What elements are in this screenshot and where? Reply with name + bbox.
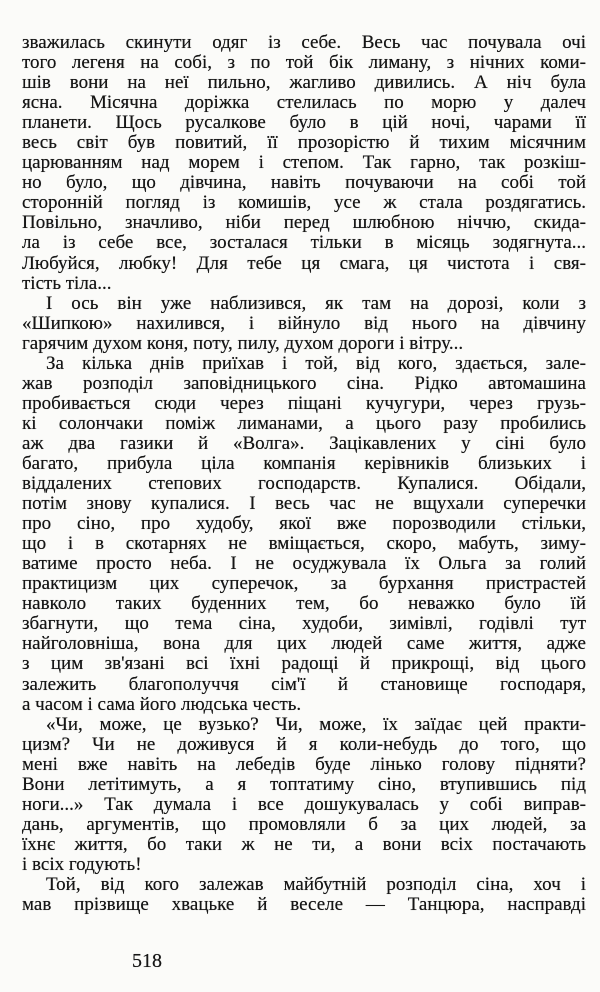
text-line: За кілька днів приїхав і той, від кого, здається, зале-: [46, 352, 586, 374]
text-line: ла із себе все, зосталася тільки в місяць зодягнута...: [22, 232, 586, 254]
text-line: їхнє життя, бо таки ж не ти, а вони всіх постачають: [22, 833, 586, 855]
text-line: мені вже навіть на лебедів буде лінько голову підняти?: [22, 753, 586, 775]
text-line: «Шипкою» нахилився, і війнуло від нього на дівчину: [22, 312, 586, 334]
text-line: того легеня на собі, з по той бік лиману, з нічних коми-: [22, 52, 586, 74]
text-line: дань, аргументів, що промовляли б за цих людей, за: [22, 813, 586, 835]
paragraph: [22, 715, 586, 875]
text-line: жав розподіл заповідницького сіна. Рідко автомашина: [22, 372, 586, 394]
text-line: навколо таких буденних тем, бо неважко було їй: [22, 593, 586, 615]
text-line: а часом і сама його людська честь.: [22, 693, 302, 715]
text-line: і всіх годують!: [22, 853, 142, 875]
paragraph: [22, 875, 586, 915]
text-line: но було, що дівчина, навіть почуваючи на собі той: [22, 172, 586, 194]
text-line: мав прізвище хвацьке й веселе — Танцюра, насправді: [22, 894, 586, 916]
text-line: цизм? Чи не доживуся й я коли-небудь до того, що: [22, 733, 586, 755]
text-line: ноги...» Так думала і все дошукувалась у собі виправ-: [22, 793, 586, 815]
text-line: тість тіла...: [22, 272, 112, 294]
text-line: Любуйся, любку! Для тебе ця смага, ця чистота і свя-: [22, 252, 586, 274]
text-line: царюванням над морем і степом. Так гарно, так розкіш-: [22, 152, 586, 174]
text-line: весь світ був повитий, її прозорістю й тихим місячним: [22, 132, 586, 154]
text-line: про сіно, про худобу, якої вже порозводили стільки,: [22, 513, 586, 535]
text-line: залежить благополуччя сім'ї й становище господаря,: [22, 673, 586, 695]
paragraph: [22, 294, 586, 354]
text-line: гарячим духом коня, поту, пилу, духом дороги і вітру...: [22, 332, 464, 354]
paragraph: [22, 354, 586, 715]
text-line: ясна. Місячна доріжка стелилась по морю у далеч: [22, 92, 586, 114]
text-line: з цим зв'язані всі їхні радощі й прикрощі, від цього: [22, 653, 586, 675]
text-line: аж два газики й «Волга». Зацікавлених у сіні було: [22, 432, 586, 454]
text-line: сторонній погляд із комишів, усе ж стала роздягатись.: [22, 192, 586, 214]
text-line: потім знову купалися. І весь час не вщухали суперечки: [22, 493, 586, 515]
text-line: Той, від кого залежав майбутній розподіл сіна, хоч і: [46, 873, 586, 895]
text-line: практицизм цих суперечок, за бурхання пристрастей: [22, 573, 586, 595]
text-line: багато, прибула ціла компанія керівників близьких і: [22, 452, 586, 474]
text-line: шів вони на неї пильно, жагливо дивились. А ніч була: [22, 72, 586, 94]
text-line: Вони летітимуть, а я топтатиму сіно, втупившись під: [22, 773, 586, 795]
text-line: Повільно, значливо, ніби перед шлюбною ніччю, скида-: [22, 212, 586, 234]
text-line: пробивається сюди через піщані кучугури, через грузь-: [22, 392, 586, 414]
paragraph: [22, 33, 586, 294]
text-line: «Чи, може, це вузько? Чи, може, їх заїдає цей практи-: [46, 713, 586, 735]
text-line: планети. Щось русалкове було в цій ночі, чарами її: [22, 112, 586, 134]
page-number: 518: [132, 950, 162, 972]
text-line: віддалених степових господарств. Купалися. Обідали,: [22, 473, 586, 495]
page-body-text: [22, 33, 586, 915]
text-line: найголовніша, вона для цих людей саме життя, адже: [22, 633, 586, 655]
text-line: кі солончаки поміж лиманами, а цього разу пробились: [22, 412, 586, 434]
text-line: зважилась скинути одяг із себе. Весь час почувала очі: [22, 32, 586, 53]
text-line: І ось він уже наблизився, як там на дорозі, коли з: [46, 292, 586, 314]
text-line: що і в скотарнях не вміщається, скоро, мабуть, зиму-: [22, 533, 586, 555]
text-line: ватиме просто неба. І не осуджувала їх Ольга за голий: [22, 553, 586, 575]
text-line: збагнути, що тема сіна, худоби, зимівлі, годівлі тут: [22, 613, 586, 635]
